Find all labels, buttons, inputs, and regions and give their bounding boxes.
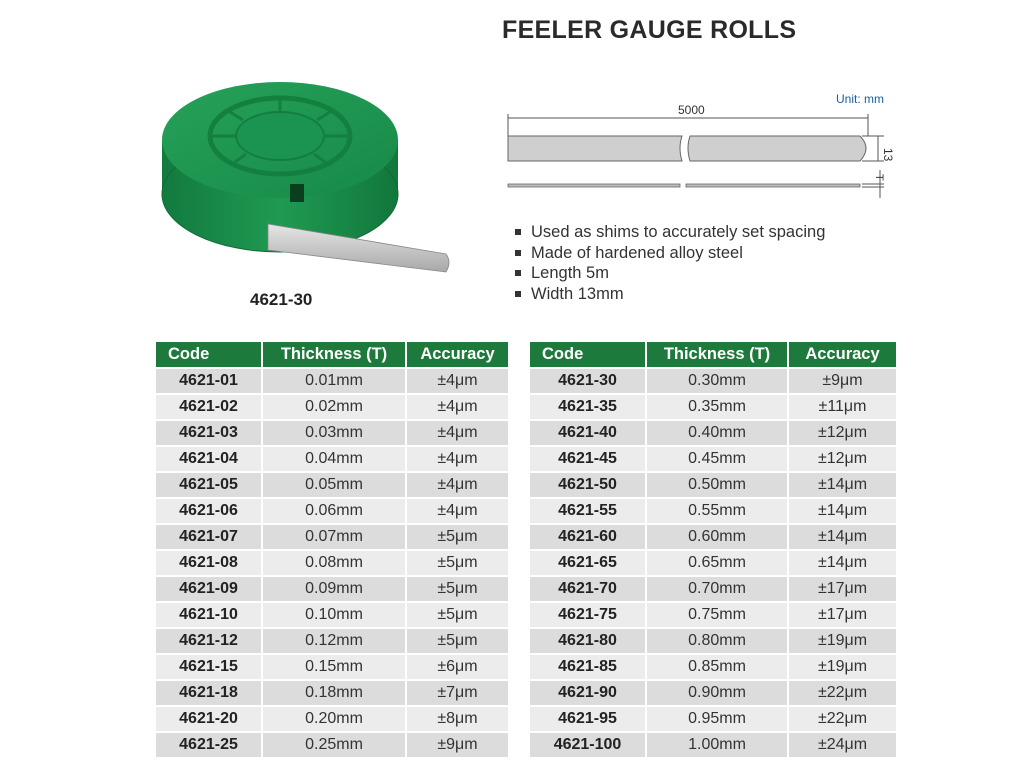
width-dimension: 13 bbox=[881, 148, 895, 162]
table-row bbox=[156, 706, 508, 732]
table-row bbox=[530, 524, 896, 550]
table-row bbox=[530, 706, 896, 732]
table-header-row bbox=[156, 342, 508, 368]
code-cell: 4621-35 bbox=[530, 394, 646, 420]
code-cell: 4621-18 bbox=[156, 680, 262, 706]
accuracy-cell: ±17μm bbox=[788, 602, 896, 628]
code-cell: 4621-10 bbox=[156, 602, 262, 628]
thickness-cell: 0.04mm bbox=[262, 446, 406, 472]
table-row bbox=[530, 420, 896, 446]
accuracy-cell: ±5μm bbox=[406, 524, 508, 550]
code-cell: 4621-40 bbox=[530, 420, 646, 446]
table-row bbox=[156, 654, 508, 680]
header-code: Code bbox=[156, 342, 262, 368]
thickness-cell: 0.50mm bbox=[646, 472, 788, 498]
code-cell: 4621-04 bbox=[156, 446, 262, 472]
accuracy-cell: ±22μm bbox=[788, 706, 896, 732]
table-row bbox=[530, 394, 896, 420]
table-row bbox=[530, 472, 896, 498]
table-row bbox=[156, 576, 508, 602]
code-cell: 4621-65 bbox=[530, 550, 646, 576]
accuracy-cell: ±14μm bbox=[788, 472, 896, 498]
thickness-cell: 0.20mm bbox=[262, 706, 406, 732]
bullet-icon bbox=[515, 250, 521, 256]
accuracy-cell: ±4μm bbox=[406, 394, 508, 420]
code-cell: 4621-85 bbox=[530, 654, 646, 680]
accuracy-cell: ±11μm bbox=[788, 394, 896, 420]
accuracy-cell: ±4μm bbox=[406, 472, 508, 498]
accuracy-cell: ±14μm bbox=[788, 498, 896, 524]
bullet-icon bbox=[515, 270, 521, 276]
accuracy-cell: ±19μm bbox=[788, 654, 896, 680]
thickness-cell: 0.90mm bbox=[646, 680, 788, 706]
thickness-cell: 0.30mm bbox=[646, 368, 788, 394]
code-cell: 4621-90 bbox=[530, 680, 646, 706]
code-cell: 4621-03 bbox=[156, 420, 262, 446]
accuracy-cell: ±4μm bbox=[406, 368, 508, 394]
code-cell: 4621-08 bbox=[156, 550, 262, 576]
table-row bbox=[156, 550, 508, 576]
feature-item: Width 13mm bbox=[515, 284, 825, 305]
bullet-icon bbox=[515, 291, 521, 297]
accuracy-cell: ±17μm bbox=[788, 576, 896, 602]
feature-list bbox=[515, 222, 825, 304]
thickness-cell: 0.35mm bbox=[646, 394, 788, 420]
thickness-cell: 0.01mm bbox=[262, 368, 406, 394]
code-cell: 4621-60 bbox=[530, 524, 646, 550]
table-row bbox=[156, 446, 508, 472]
thickness-cell: 0.15mm bbox=[262, 654, 406, 680]
code-cell: 4621-25 bbox=[156, 732, 262, 757]
thickness-cell: 0.25mm bbox=[262, 732, 406, 757]
thickness-cell: 0.18mm bbox=[262, 680, 406, 706]
table-row bbox=[530, 550, 896, 576]
accuracy-cell: ±19μm bbox=[788, 628, 896, 654]
thickness-cell: 0.03mm bbox=[262, 420, 406, 446]
accuracy-cell: ±5μm bbox=[406, 576, 508, 602]
feature-item: Length 5m bbox=[515, 263, 825, 284]
accuracy-cell: ±24μm bbox=[788, 732, 896, 757]
thickness-cell: 0.70mm bbox=[646, 576, 788, 602]
feature-item: Made of hardened alloy steel bbox=[515, 243, 825, 264]
table-row bbox=[156, 732, 508, 757]
accuracy-cell: ±8μm bbox=[406, 706, 508, 732]
thickness-cell: 0.08mm bbox=[262, 550, 406, 576]
header-thickness: Thickness (T) bbox=[646, 342, 788, 368]
thickness-cell: 0.55mm bbox=[646, 498, 788, 524]
table-header-row bbox=[530, 342, 896, 368]
code-cell: 4621-80 bbox=[530, 628, 646, 654]
thickness-symbol: T bbox=[873, 174, 885, 181]
accuracy-cell: ±14μm bbox=[788, 550, 896, 576]
feeler-gauge-roll-image bbox=[150, 62, 460, 292]
thickness-cell: 0.95mm bbox=[646, 706, 788, 732]
table-row bbox=[530, 680, 896, 706]
thickness-cell: 0.45mm bbox=[646, 446, 788, 472]
accuracy-cell: ±5μm bbox=[406, 602, 508, 628]
table-row bbox=[530, 576, 896, 602]
header-accuracy: Accuracy bbox=[788, 342, 896, 368]
code-cell: 4621-20 bbox=[156, 706, 262, 732]
feature-item: Used as shims to accurately set spacing bbox=[515, 222, 825, 243]
accuracy-cell: ±12μm bbox=[788, 446, 896, 472]
table-row bbox=[530, 628, 896, 654]
table-row bbox=[530, 654, 896, 680]
thickness-cell: 0.10mm bbox=[262, 602, 406, 628]
code-cell: 4621-45 bbox=[530, 446, 646, 472]
accuracy-cell: ±4μm bbox=[406, 498, 508, 524]
accuracy-cell: ±5μm bbox=[406, 550, 508, 576]
table-row bbox=[156, 498, 508, 524]
spec-table-left bbox=[156, 342, 508, 757]
thickness-cell: 1.00mm bbox=[646, 732, 788, 757]
code-cell: 4621-15 bbox=[156, 654, 262, 680]
code-cell: 4621-01 bbox=[156, 368, 262, 394]
thickness-cell: 0.65mm bbox=[646, 550, 788, 576]
table-row bbox=[530, 498, 896, 524]
thickness-cell: 0.09mm bbox=[262, 576, 406, 602]
thickness-cell: 0.12mm bbox=[262, 628, 406, 654]
accuracy-cell: ±5μm bbox=[406, 628, 508, 654]
code-cell: 4621-70 bbox=[530, 576, 646, 602]
header-thickness: Thickness (T) bbox=[262, 342, 406, 368]
header-accuracy: Accuracy bbox=[406, 342, 508, 368]
code-cell: 4621-09 bbox=[156, 576, 262, 602]
accuracy-cell: ±9μm bbox=[406, 732, 508, 757]
code-cell: 4621-55 bbox=[530, 498, 646, 524]
product-model-label: 4621-30 bbox=[250, 290, 313, 309]
thickness-cell: 0.05mm bbox=[262, 472, 406, 498]
table-row bbox=[530, 368, 896, 394]
thickness-cell: 0.60mm bbox=[646, 524, 788, 550]
accuracy-cell: ±12μm bbox=[788, 420, 896, 446]
code-cell: 4621-95 bbox=[530, 706, 646, 732]
page-title: FEELER GAUGE ROLLS bbox=[502, 16, 797, 44]
thickness-cell: 0.85mm bbox=[646, 654, 788, 680]
accuracy-cell: ±4μm bbox=[406, 420, 508, 446]
code-cell: 4621-12 bbox=[156, 628, 262, 654]
table-row bbox=[530, 602, 896, 628]
table-row bbox=[530, 732, 896, 757]
header-code: Code bbox=[530, 342, 646, 368]
accuracy-cell: ±14μm bbox=[788, 524, 896, 550]
code-cell: 4621-75 bbox=[530, 602, 646, 628]
accuracy-cell: ±9μm bbox=[788, 368, 896, 394]
spec-table-right bbox=[530, 342, 896, 757]
code-cell: 4621-50 bbox=[530, 472, 646, 498]
thickness-cell: 0.75mm bbox=[646, 602, 788, 628]
code-cell: 4621-05 bbox=[156, 472, 262, 498]
table-row bbox=[156, 420, 508, 446]
table-row bbox=[156, 368, 508, 394]
code-cell: 4621-30 bbox=[530, 368, 646, 394]
table-row bbox=[156, 524, 508, 550]
code-cell: 4621-02 bbox=[156, 394, 262, 420]
accuracy-cell: ±22μm bbox=[788, 680, 896, 706]
code-cell: 4621-100 bbox=[530, 732, 646, 757]
accuracy-cell: ±4μm bbox=[406, 446, 508, 472]
bullet-icon bbox=[515, 229, 521, 235]
accuracy-cell: ±6μm bbox=[406, 654, 508, 680]
thickness-cell: 0.80mm bbox=[646, 628, 788, 654]
table-row bbox=[156, 394, 508, 420]
code-cell: 4621-06 bbox=[156, 498, 262, 524]
thickness-cell: 0.02mm bbox=[262, 394, 406, 420]
thickness-cell: 0.06mm bbox=[262, 498, 406, 524]
table-row bbox=[156, 680, 508, 706]
accuracy-cell: ±7μm bbox=[406, 680, 508, 706]
table-row bbox=[156, 472, 508, 498]
thickness-cell: 0.40mm bbox=[646, 420, 788, 446]
table-row bbox=[156, 602, 508, 628]
thickness-cell: 0.07mm bbox=[262, 524, 406, 550]
code-cell: 4621-07 bbox=[156, 524, 262, 550]
unit-label: Unit: mm bbox=[836, 92, 884, 106]
table-row bbox=[530, 446, 896, 472]
length-dimension: 5000 bbox=[678, 103, 705, 117]
table-row bbox=[156, 628, 508, 654]
